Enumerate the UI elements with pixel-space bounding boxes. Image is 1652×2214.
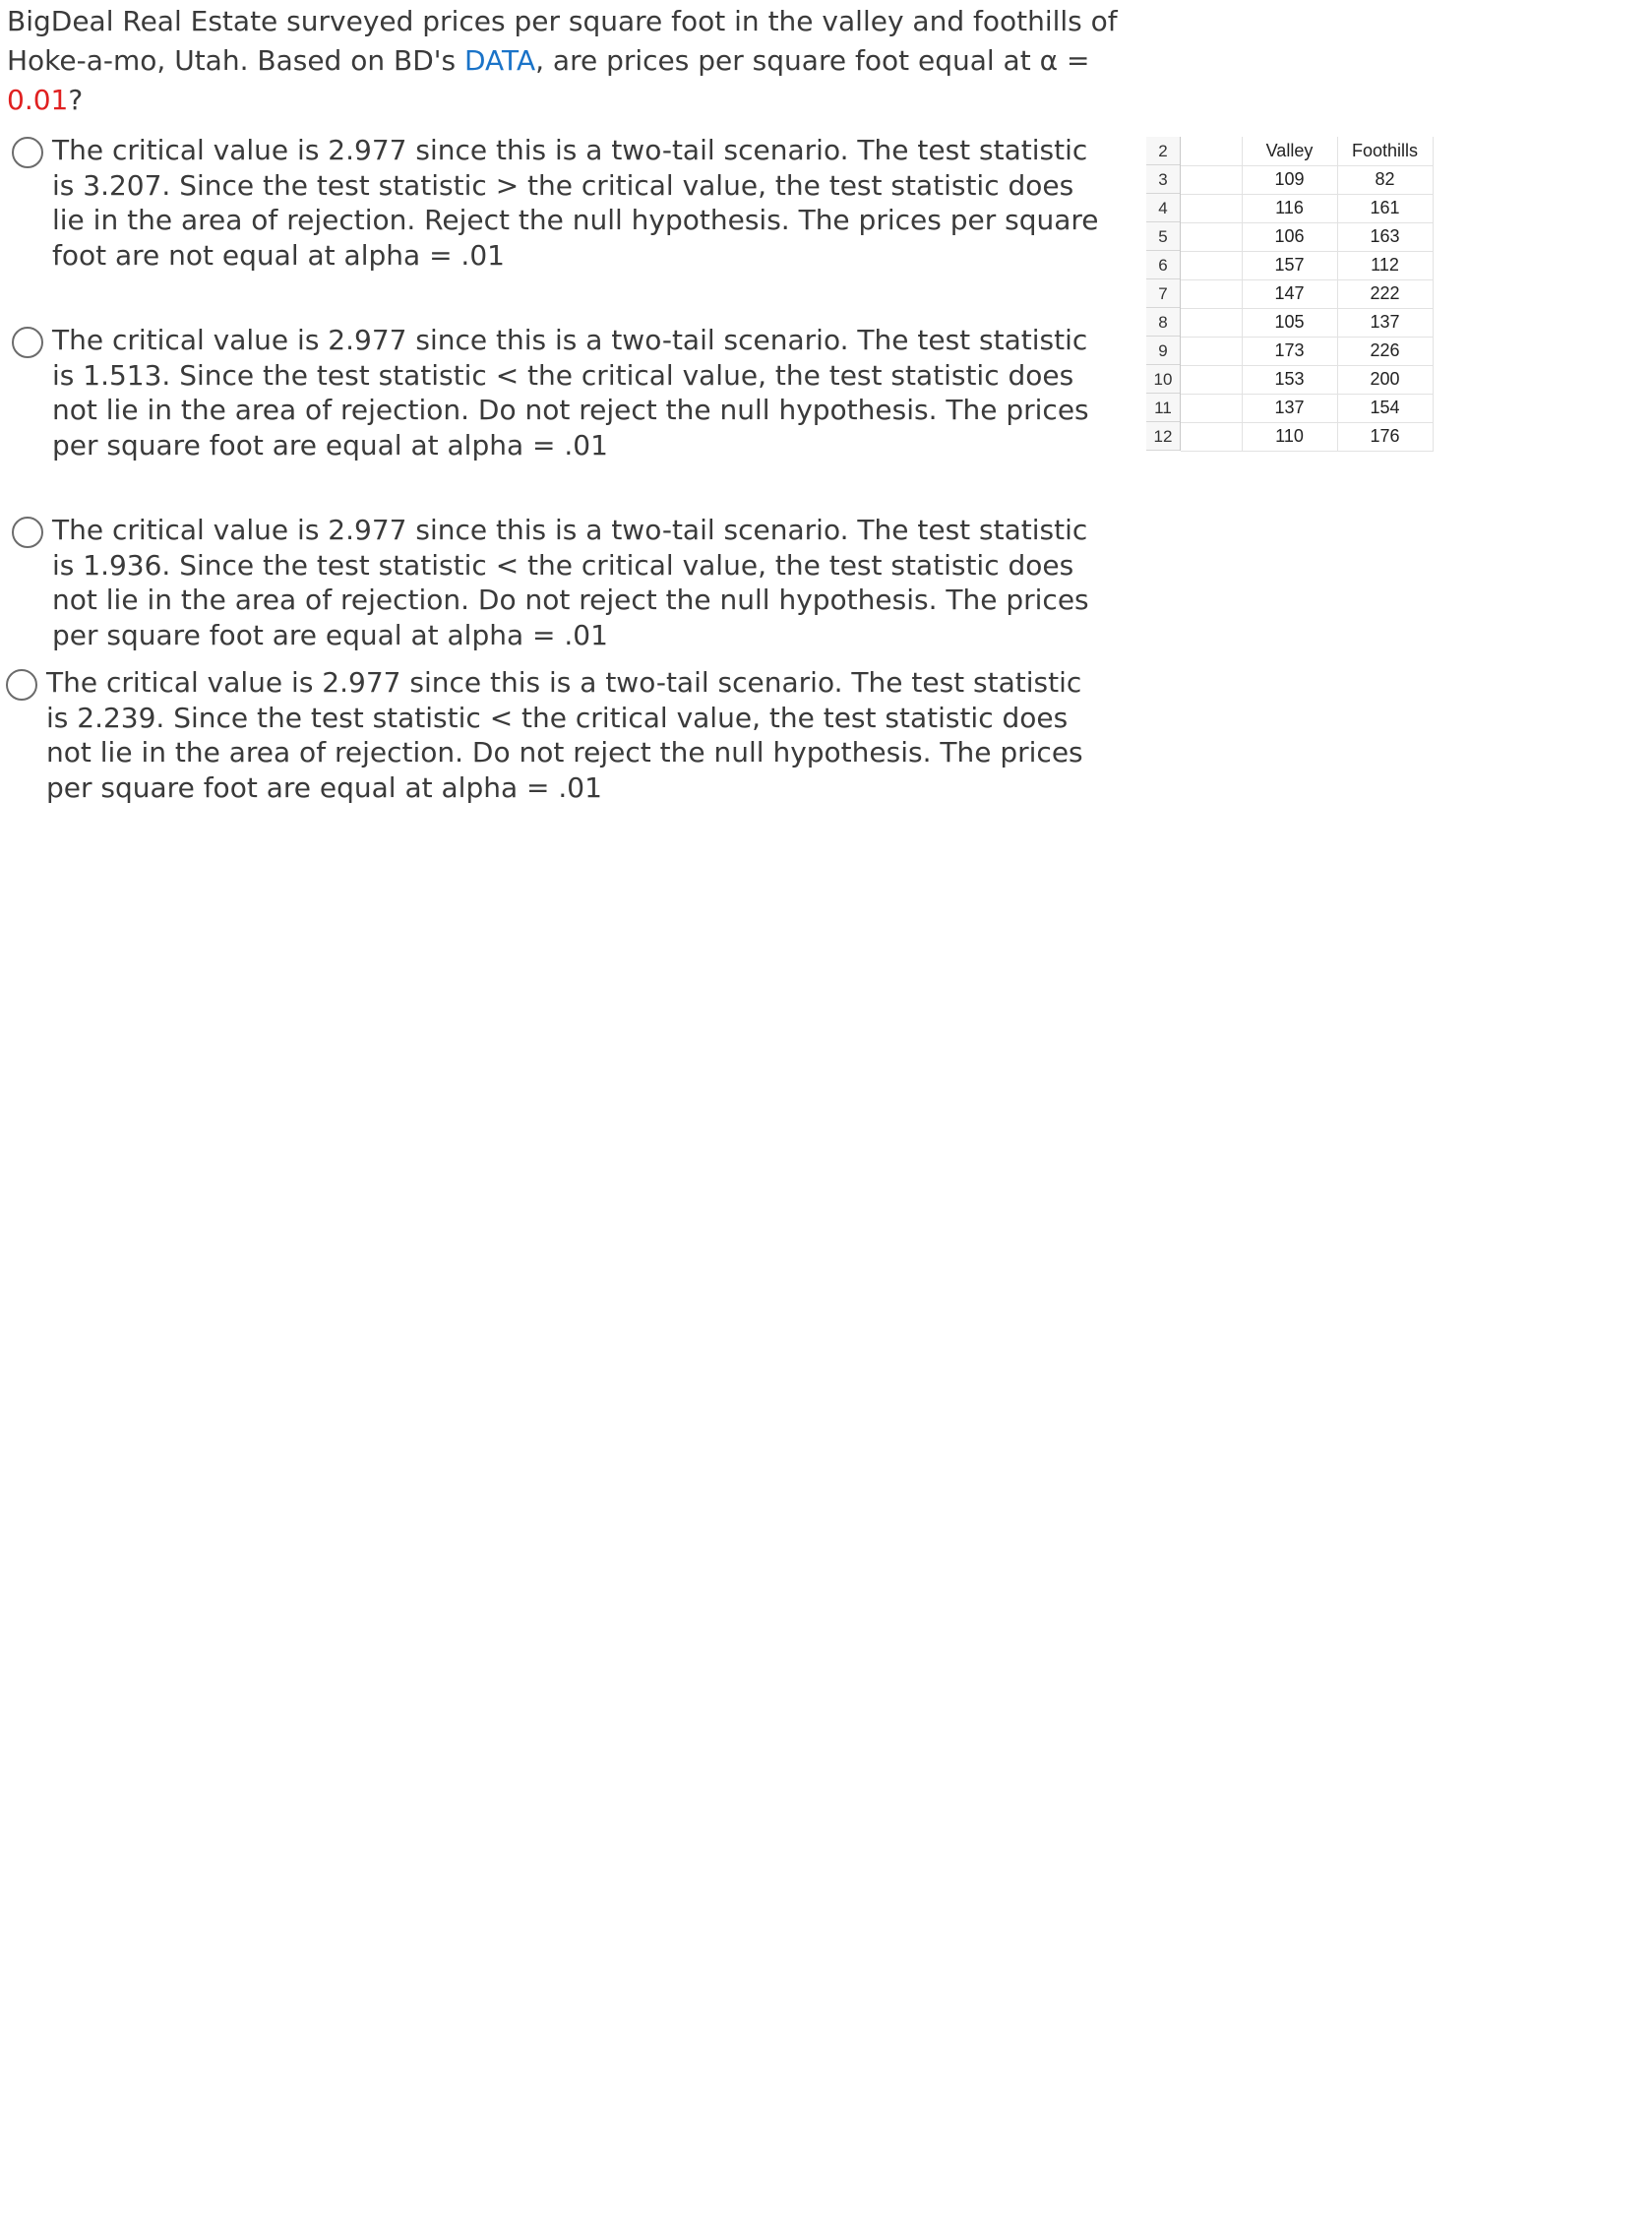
answer-option-2-text: The critical value is 2.977 since this is a two-tail scenario. The test statistic is 1.513. Since the test statistic < the critical value, the test statistic does not lie in the area of rejection. Do not reject the null hypothesis. The prices per square foot are equal at alpha = .01	[52, 324, 1089, 461]
valley-cell: 173	[1242, 337, 1337, 365]
row-number: 2	[1146, 137, 1180, 165]
radio-button-1[interactable]	[12, 137, 43, 168]
table-row	[1181, 337, 1433, 365]
foothills-cell: 112	[1337, 251, 1433, 279]
table-row	[1181, 422, 1433, 451]
blank-cell	[1181, 337, 1242, 365]
row-number: 7	[1146, 279, 1180, 308]
row-number: 12	[1146, 422, 1180, 451]
row-number: 8	[1146, 308, 1180, 337]
foothills-cell: 161	[1337, 194, 1433, 222]
radio-button-4[interactable]	[6, 669, 37, 701]
question-part-1: BigDeal Real Estate surveyed prices per square foot in the valley and foothills of Hoke-a-mo, Utah. Based on BD's	[7, 5, 1118, 77]
table-row	[1181, 251, 1433, 279]
row-number: 11	[1146, 394, 1180, 422]
foothills-cell: 82	[1337, 165, 1433, 194]
blank-cell	[1181, 365, 1242, 394]
alpha-value: 0.01	[7, 84, 69, 116]
valley-cell: 157	[1242, 251, 1337, 279]
foothills-cell: 176	[1337, 422, 1433, 451]
foothills-cell: 154	[1337, 394, 1433, 422]
row-number: 10	[1146, 365, 1180, 394]
foothills-cell: 200	[1337, 365, 1433, 394]
row-number: 3	[1146, 165, 1180, 194]
blank-cell	[1181, 137, 1242, 165]
valley-cell: 116	[1242, 194, 1337, 222]
blank-cell	[1181, 222, 1242, 251]
question-end: ?	[68, 84, 84, 116]
data-spreadsheet	[1146, 137, 1471, 458]
table-row	[1181, 194, 1433, 222]
question-part-2: , are prices per square foot equal at	[535, 44, 1040, 77]
answer-option-4-text: The critical value is 2.977 since this is a two-tail scenario. The test statistic is 2.239. Since the test statistic < the critical value, the test statistic does not lie in the area of rejection. Do not reject the null hypothesis. The prices per square foot are equal at alpha = .01	[46, 666, 1083, 804]
valley-cell: 137	[1242, 394, 1337, 422]
valley-cell: 109	[1242, 165, 1337, 194]
foothills-cell: 163	[1337, 222, 1433, 251]
data-table	[1181, 137, 1434, 452]
table-row	[1181, 308, 1433, 337]
valley-cell: 110	[1242, 422, 1337, 451]
valley-cell: 105	[1242, 308, 1337, 337]
question-text	[7, 2, 1138, 120]
radio-button-2[interactable]	[12, 327, 43, 358]
foothills-cell: 226	[1337, 337, 1433, 365]
alpha-symbol: α	[1039, 44, 1059, 77]
table-row	[1181, 279, 1433, 308]
row-number: 6	[1146, 251, 1180, 279]
answer-option-3[interactable]	[12, 513, 1105, 652]
blank-cell	[1181, 308, 1242, 337]
valley-cell: 147	[1242, 279, 1337, 308]
answer-option-1[interactable]	[12, 133, 1105, 273]
blank-cell	[1181, 394, 1242, 422]
answer-option-1-text: The critical value is 2.977 since this is a two-tail scenario. The test statistic is 3.207. Since the test statistic > the critical value, the test statistic does lie in the area of rejection. Reject the null hypothesis. The prices per square foot are not equal at alpha = .01	[52, 134, 1099, 272]
blank-cell	[1181, 165, 1242, 194]
table-row	[1181, 365, 1433, 394]
answer-option-2[interactable]	[12, 323, 1105, 462]
radio-button-3[interactable]	[12, 517, 43, 548]
valley-cell: 153	[1242, 365, 1337, 394]
row-number: 4	[1146, 194, 1180, 222]
data-link[interactable]: DATA	[463, 44, 536, 77]
blank-cell	[1181, 194, 1242, 222]
foothills-cell: 222	[1337, 279, 1433, 308]
row-number: 9	[1146, 337, 1180, 365]
blank-cell	[1181, 279, 1242, 308]
row-number: 5	[1146, 222, 1180, 251]
answer-option-4[interactable]	[6, 665, 1099, 805]
table-row	[1181, 222, 1433, 251]
blank-cell	[1181, 251, 1242, 279]
header-row	[1181, 137, 1433, 165]
answer-option-3-text: The critical value is 2.977 since this is a two-tail scenario. The test statistic is 1.936. Since the test statistic < the critical value, the test statistic does not lie in the area of rejection. Do not reject the null hypothesis. The prices per square foot are equal at alpha = .01	[52, 514, 1089, 651]
table-row	[1181, 394, 1433, 422]
foothills-cell: 137	[1337, 308, 1433, 337]
alpha-equals: =	[1058, 44, 1090, 77]
table-row	[1181, 165, 1433, 194]
foothills-header: Foothills	[1337, 137, 1433, 165]
valley-cell: 106	[1242, 222, 1337, 251]
valley-header: Valley	[1242, 137, 1337, 165]
row-number-column	[1146, 137, 1181, 451]
blank-cell	[1181, 422, 1242, 451]
